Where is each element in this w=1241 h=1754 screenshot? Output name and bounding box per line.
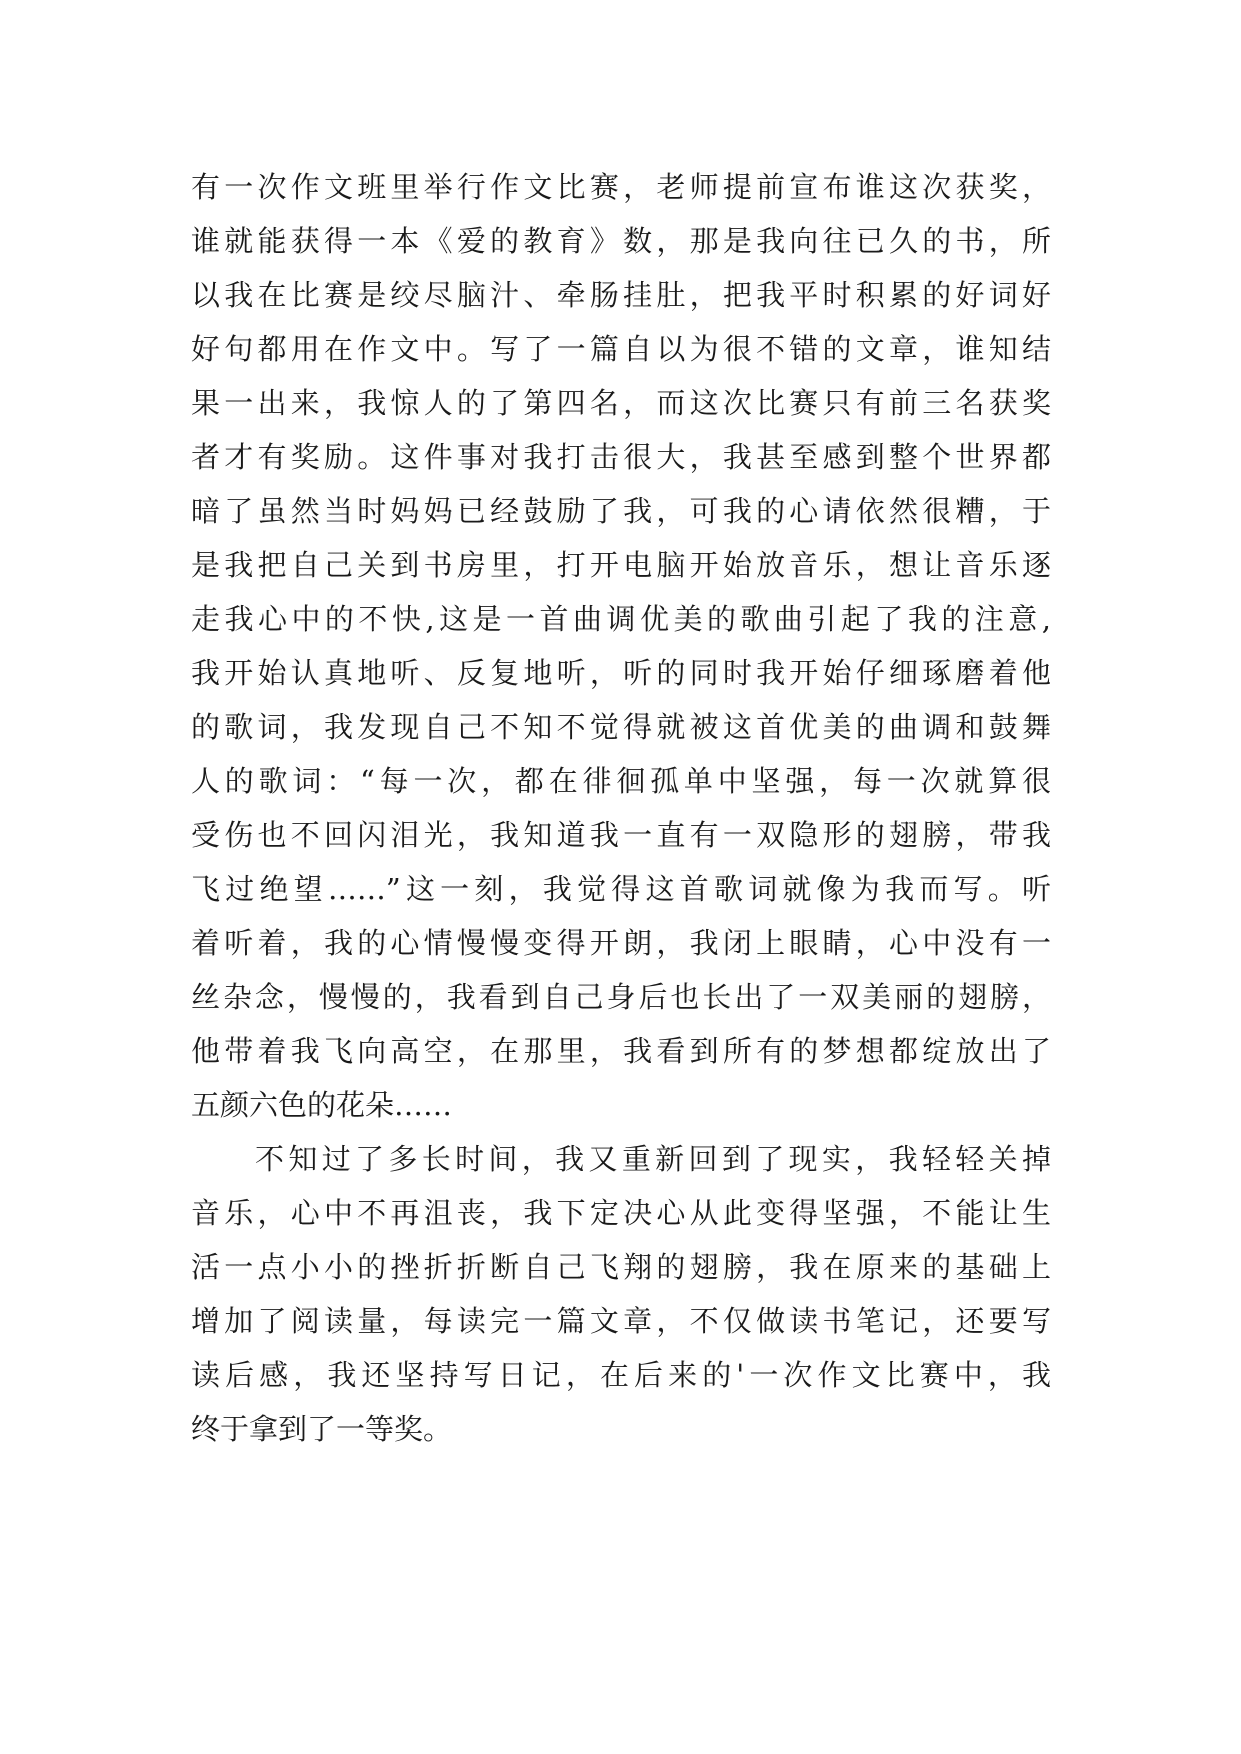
text-line: 读后感，我还坚持写日记，在后来的'一次作文比赛中，我	[191, 1358, 1051, 1392]
text-line: 着听着，我的心情慢慢变得开朗，我闭上眼睛，心中没有一	[191, 926, 1051, 960]
text-line: 是我把自己关到书房里，打开电脑开始放音乐，想让音乐逐	[191, 548, 1051, 582]
paragraph-1	[191, 160, 1051, 1132]
text-line: 果一出来，我惊人的了第四名，而这次比赛只有前三名获奖	[191, 386, 1051, 420]
text-line: 者才有奖励。这件事对我打击很大，我甚至感到整个世界都	[191, 440, 1051, 474]
text-line: 谁就能获得一本《爱的教育》数，那是我向往已久的书，所	[191, 224, 1051, 258]
text-line: 我开始认真地听、反复地听，听的同时我开始仔细琢磨着他	[191, 656, 1051, 690]
text-line: 音乐，心中不再沮丧，我下定决心从此变得坚强，不能让生	[191, 1196, 1051, 1230]
text-line: 以我在比赛是绞尽脑汁、牵肠挂肚，把我平时积累的好词好	[191, 278, 1051, 312]
text-line: 好句都用在作文中。写了一篇自以为很不错的文章，谁知结	[191, 332, 1051, 366]
text-line: 增加了阅读量，每读完一篇文章，不仅做读书笔记，还要写	[191, 1304, 1051, 1338]
text-line: 走我心中的不快,这是一首曲调优美的歌曲引起了我的注意,	[191, 602, 1051, 636]
text-line: 人的歌词：“每一次，都在徘徊孤单中坚强，每一次就算很	[191, 764, 1051, 798]
text-line: 丝杂念，慢慢的，我看到自己身后也长出了一双美丽的翅膀，	[191, 980, 1051, 1014]
text-line: 暗了虽然当时妈妈已经鼓励了我，可我的心请依然很糟，于	[191, 494, 1051, 528]
text-line: 的歌词，我发现自己不知不觉得就被这首优美的曲调和鼓舞	[191, 710, 1051, 744]
text-line: 活一点小小的挫折折断自己飞翔的翅膀，我在原来的基础上	[191, 1250, 1051, 1284]
text-line: 五颜六色的花朵……	[191, 1088, 453, 1122]
text-line: 受伤也不回闪泪光，我知道我一直有一双隐形的翅膀，带我	[191, 818, 1051, 852]
text-line: 终于拿到了一等奖。	[191, 1412, 453, 1446]
paragraph-2	[191, 1132, 1051, 1456]
essay-body	[191, 160, 1051, 1456]
text-line: 不知过了多长时间，我又重新回到了现实，我轻轻关掉	[255, 1142, 1051, 1176]
text-line: 有一次作文班里举行作文比赛，老师提前宣布谁这次获奖，	[191, 170, 1051, 204]
text-line: 他带着我飞向高空，在那里，我看到所有的梦想都绽放出了	[191, 1034, 1051, 1068]
text-line: 飞过绝望……”这一刻，我觉得这首歌词就像为我而写。听	[191, 872, 1051, 906]
